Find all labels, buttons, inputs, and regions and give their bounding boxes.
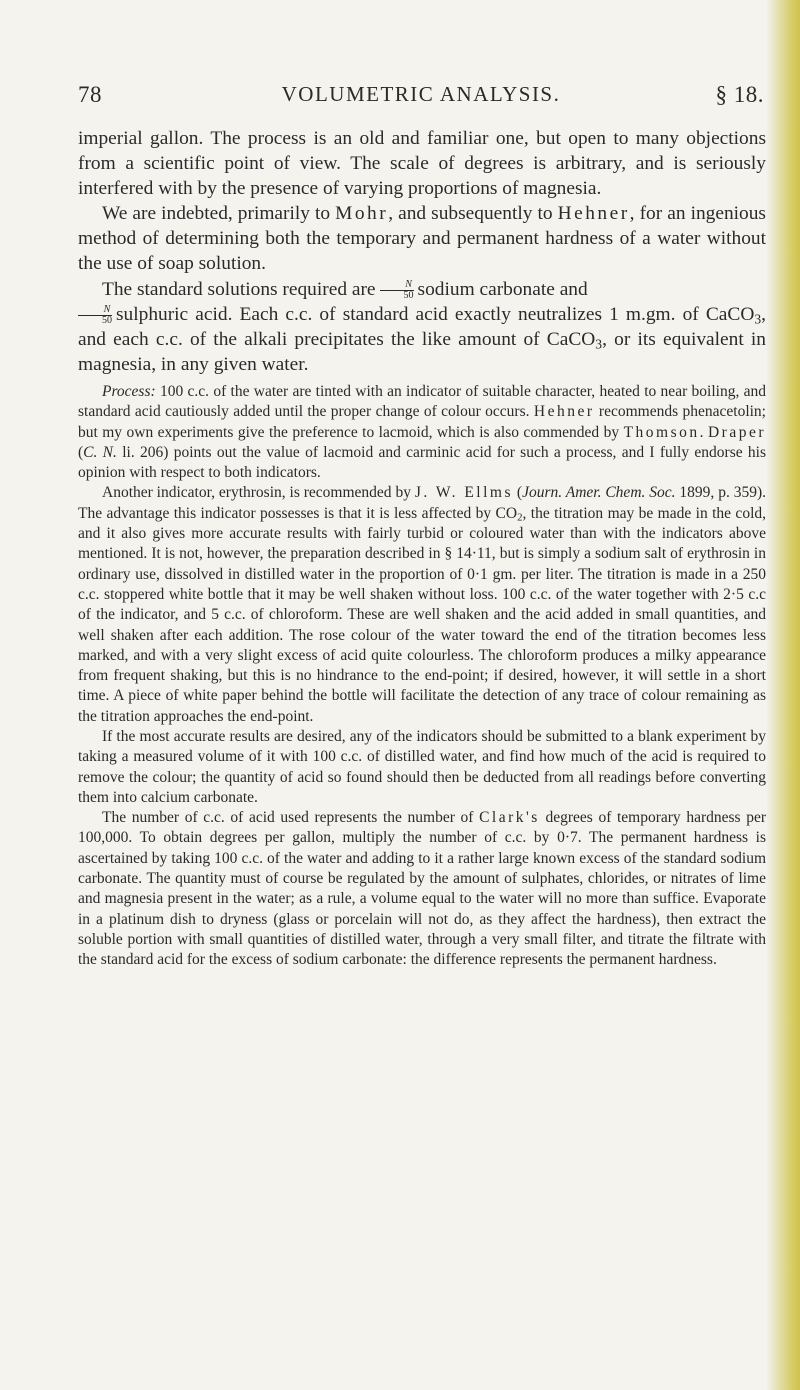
body-text [78,126,766,971]
text-run: , the titration may be made in the cold, and it also gives more accurate results with fairly turbid or coloured water than with the indicators above mentioned. It is not, however, the preparation described in § 14·11, but is simply a sodium salt of erythrosin in ordinary use, dissolved in distilled water in the proportion of 0·1 gm. per liter. The titration is made in a 250 c.c. stoppered white bottle that it may be well shaken without loss. 100 c.c. of the water together with 2·5 c.c of the indicator, and 5 c.c. of chloroform. These are well shaken and the acid added in small quantities, and well shaken after each addition. The rose colour of the water toward the end of the titration becomes less marked, and with a very slight excess of acid quite colourless. The chloroform produces a milky appearance from frequent shaking, but this is no hindrance to the end-point; if desired, however, it will settle in a short time. A piece of white paper behind the bottle will facilitate the detection of any trace of colour remaining as the titration approaches the end-point. [78,504,766,725]
name-hehner: Hehner [533,403,595,421]
running-title: VOLUMETRIC ANALYSIS. [281,82,561,106]
text-run: ( [513,484,523,502]
main-text [78,126,766,377]
page-edge-shading [766,0,800,1390]
text-run: , or its equivalent in magnesia, in any given water. [78,328,766,375]
small-print-text [78,382,766,971]
fraction-numerator: N [103,303,111,315]
text-run: li. 206) points out the value of lacmoid and carminic acid for such a process, and I fully endorse his opinion with respect to both indicators. [78,443,766,482]
paragraph-1: imperial gallon. The process is an old and familiar one, but open to many objections from a scientific point of view. The scale of degrees is arbitrary, and is seriously interfered with by the presence of varying proportions of magnesia. [78,128,766,200]
fraction-numerator: N [405,278,412,290]
fraction-denominator: 50 [380,290,414,301]
text-run: 100 c.c. of the water are tinted with an indicator of suitable character, heated to near boiling, and standard acid cautiously added until the proper change of colour occurs. [78,382,766,421]
text-run: The standard solutions required are [102,278,376,300]
section-marker: § 18. [715,82,764,107]
paragraph-3 [78,277,766,377]
text-run: . [699,423,708,441]
text-run: recommends phenacetolin; but my own experiments give the preference to lacmoid, which is also commended by [78,403,766,441]
paragraph-2 [78,201,766,276]
name-mohr: Mohr [335,203,389,225]
blank-experiment-paragraph: If the most accurate results are desired, any of the indicators should be submitted to a blank experiment by taking a measured volume of it with 100 c.c. of distilled water, and find how much of the acid is required to remove the colour; the quantity of acid so found should then be deducted from all readings before converting them into calcium carbonate. [78,727,766,806]
name-thomson: Thomson [623,423,700,441]
page-number: 78 [78,82,102,107]
page-header [78,82,764,110]
name-clark: Clark's [479,809,540,827]
name-hehner: Hehner [557,203,630,225]
fraction-n50 [380,280,414,301]
citation-journal: Journ. Amer. Chem. Soc. [522,484,676,502]
erythrosin-paragraph [78,483,766,727]
citation-cn: C. N. [83,443,117,461]
text-run: , and each c.c. of the alkali precipitates the like amount of CaCO [78,303,766,350]
text-run: , for an ingenious method of determining both the temporary and permanent hardness of a water without the use of soap solution. [78,203,766,275]
text-run: Another indicator, erythrosin, is recommended by [102,484,415,502]
name-ellms: J. W. Ellms [414,484,514,502]
text-run: 1899, p. 359). The advantage this indicator possesses is that it is less affected by CO [78,484,766,522]
subscript: 3 [754,311,762,327]
text-run: degrees of temporary hardness per 100,000. To obtain degrees per gallon, multiply the number of c.c. by 0·7. The permanent hardness is ascertained by taking 100 c.c. of the water and adding to it a rather large known excess of the standard sodium carbonate. The quantity must of course be regulated by the amount of sulphates, chlorides, or nitrates of lime and magnesia present in the water; as a rule, a volume equal to the water will no more than suffice. Evaporate in a platinum dish to dryness (glass or porcelain will not do, as they affect the hardness), then extract the soluble portion with small quantities of distilled water, through a very small filter, and titrate the filtrate with the standard acid for the excess of sodium carbonate: the difference represents the permanent hardness. [78,809,766,969]
text-run: sodium carbonate and [417,278,588,300]
process-paragraph [78,382,766,483]
text-run: , and subsequently to [388,203,558,225]
fraction-n50 [78,305,112,326]
text-run: The number of c.c. of acid used represents the number of [102,809,480,827]
fraction-denominator: 50 [78,315,112,326]
name-draper: Draper [707,423,766,441]
process-label: Process: [102,382,156,400]
text-run: We are indebted, primarily to [102,203,336,225]
subscript: 2 [517,511,523,524]
text-run: ( [78,443,84,461]
hardness-paragraph [78,808,766,970]
subscript: 3 [595,336,603,352]
text-run: sulphuric acid. Each c.c. of standard acid exactly neutralizes 1 m.gm. of CaCO [116,303,755,325]
